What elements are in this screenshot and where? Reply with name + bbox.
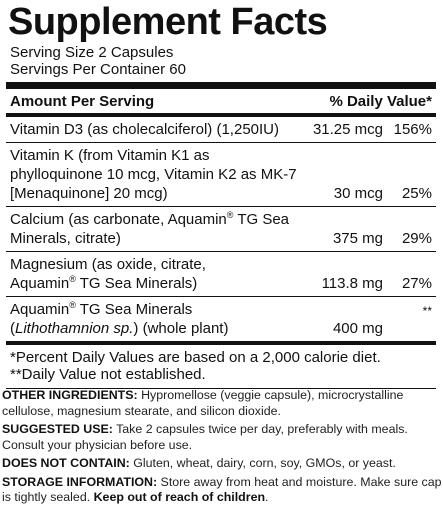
panel-title: Supplement Facts [8, 1, 328, 43]
nutrient-amount: 400 mg [332, 320, 383, 337]
table-row [6, 117, 436, 142]
table-header [6, 89, 436, 113]
table-row [6, 296, 436, 341]
nutrient-daily-value: 156% [393, 121, 432, 138]
footnote-not-established: **Daily Value not established. [10, 366, 206, 383]
table-row [6, 251, 436, 296]
footnotes [6, 345, 436, 388]
storage-information: STORAGE INFORMATION: Store away from heat and moisture. Make sure cap is tightly sealed. Keep out of reach of children. [2, 474, 442, 504]
label-info [2, 388, 442, 509]
other-ingredients: OTHER INGREDIENTS: Hypromellose (veggie capsule), microcrystalline cellulose, magnesium stearate, and silicon dioxide. [2, 388, 404, 418]
nutrient-name: Magnesium (as oxide, citrate, Aquamin® TG Sea Minerals) [10, 256, 206, 292]
divider-thick [6, 82, 436, 89]
nutrient-amount: 30 mcg [333, 185, 383, 202]
header-amount: Amount Per Serving [10, 93, 155, 110]
suggested-use: SUGGESTED USE: Take 2 capsules twice per day, preferably with meals. Consult your physician before use. [2, 422, 408, 452]
header-daily-value: % Daily Value* [329, 93, 432, 110]
table-row [6, 142, 436, 206]
nutrient-amount: 31.25 mcg [312, 121, 383, 138]
footnote-daily-values: *Percent Daily Values are based on a 2,000 calorie diet. [10, 349, 381, 366]
does-not-contain: DOES NOT CONTAIN: Gluten, wheat, dairy, corn, soy, GMOs, or yeast. [2, 456, 396, 470]
nutrient-daily-value: 27% [401, 275, 432, 292]
nutrient-amount: 375 mg [332, 230, 383, 247]
servings-per-container: Servings Per Container 60 [10, 61, 186, 78]
table-row [6, 206, 436, 251]
supplement-facts-panel [6, 0, 436, 389]
nutrient-name: Calcium (as carbonate, Aquamin® TG Sea Minerals, citrate) [10, 210, 290, 247]
nutrient-daily-value: ** [422, 304, 432, 318]
nutrient-daily-value: 25% [401, 185, 432, 202]
nutrient-name: Vitamin K (from Vitamin K1 as phylloquinone 10 mcg, Vitamin K2 as MK-7 [Menaquinone] 20 mcg) [10, 147, 297, 202]
nutrient-amount: 113.8 mg [321, 275, 383, 292]
nutrient-daily-value: 29% [401, 230, 432, 247]
serving-size: Serving Size 2 Capsules [10, 44, 174, 61]
nutrient-name: Vitamin D3 (as cholecalciferol) (1,250IU) [10, 121, 279, 138]
nutrient-name: Aquamin® TG Sea Minerals (Lithothamnion sp.) (whole plant) [10, 300, 229, 337]
